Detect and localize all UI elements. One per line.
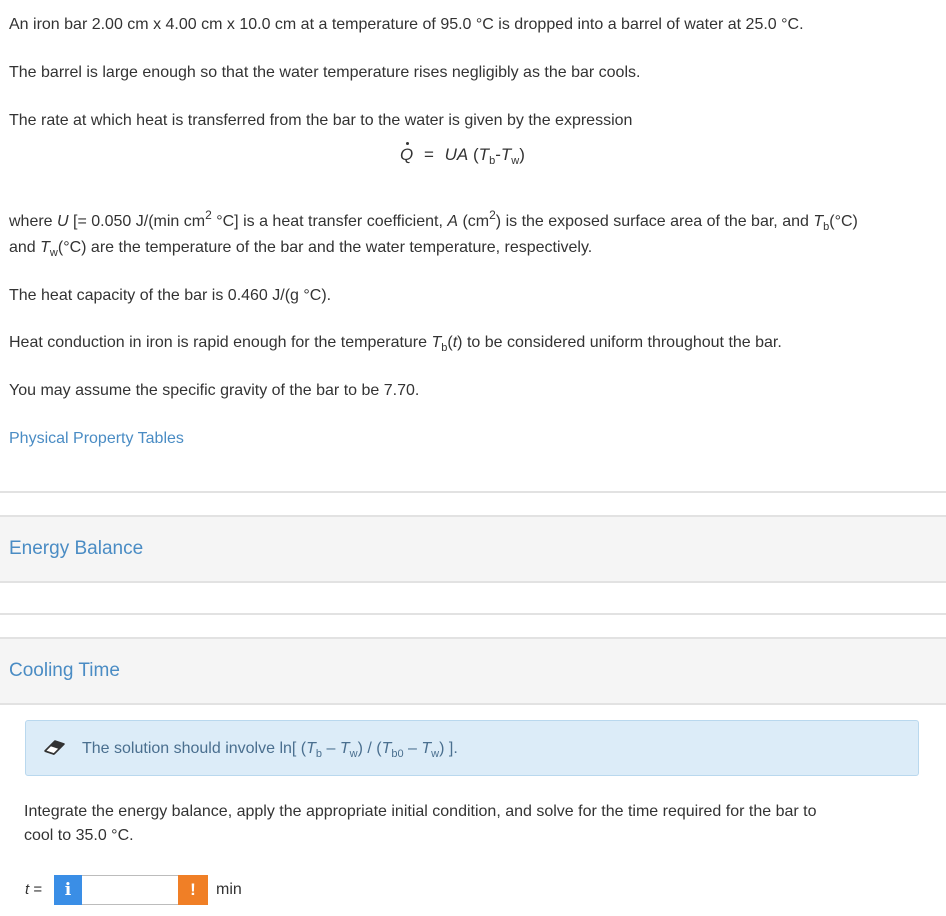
txt: and xyxy=(9,239,41,256)
sub: w xyxy=(349,748,358,760)
problem-line-1: An iron bar 2.00 cm x 4.00 cm x 10.0 cm at a temperature of 95.0 °C is dropped into a barrel of water at 25.0 °C. xyxy=(9,16,804,33)
q-dot: Q xyxy=(400,143,413,167)
sub: w xyxy=(431,748,440,760)
problem-line-5: The heat capacity of the bar is 0.460 J/(g °C). xyxy=(9,287,332,304)
eq-tw-sub: w xyxy=(511,155,520,167)
var-t: T xyxy=(431,334,442,351)
eq-tb: T xyxy=(478,145,490,164)
var-u: U xyxy=(57,213,69,230)
sub: b xyxy=(441,342,448,354)
eq-ua: UA xyxy=(444,145,469,164)
task-line-2: cool to 35.0 °C. xyxy=(24,827,134,844)
eq-sign: = xyxy=(423,145,434,164)
where-line-2 xyxy=(9,236,592,260)
info-button[interactable] xyxy=(54,875,82,905)
sup: 2 xyxy=(489,208,496,222)
var: T xyxy=(381,740,392,757)
txt: ) is the exposed surface area of the bar, and xyxy=(495,213,814,230)
txt: = xyxy=(29,881,43,898)
section-title: Energy Balance xyxy=(9,538,144,559)
eq-open: ( xyxy=(473,145,479,164)
sub: w xyxy=(49,247,58,259)
var-tw: T xyxy=(40,239,50,256)
divider xyxy=(0,491,946,493)
heat-rate-equation xyxy=(400,143,525,167)
var: T xyxy=(421,740,432,757)
problem-line-6 xyxy=(9,331,782,355)
warning-icon: ! xyxy=(190,880,196,899)
answer-input[interactable] xyxy=(82,875,178,905)
txt: The solution should involve ln[ ( xyxy=(82,740,307,757)
info-icon: i xyxy=(64,880,72,900)
txt: – xyxy=(403,740,422,757)
eq-tb-sub: b xyxy=(489,155,496,167)
problem-line-2: The barrel is large enough so that the water temperature rises negligibly as the bar cools. xyxy=(9,64,641,81)
physical-property-tables-link[interactable]: Physical Property Tables xyxy=(9,430,184,447)
sub: b xyxy=(823,221,830,233)
var-t: t xyxy=(25,881,30,898)
var-time: t xyxy=(452,334,458,351)
var-tb: T xyxy=(813,213,824,230)
divider xyxy=(0,613,946,615)
hint-box xyxy=(25,720,919,776)
txt: ) to be considered uniform throughout the bar. xyxy=(457,334,782,351)
txt: (°C) are the temperature of the bar and the water temperature, respectively. xyxy=(57,239,593,256)
txt: – xyxy=(322,740,340,757)
sup: 2 xyxy=(205,208,212,222)
section-cooling-time[interactable] xyxy=(0,637,946,705)
eq-minus: - xyxy=(495,145,501,164)
problem-line-3: The rate at which heat is transferred from the bar to the water is given by the expression xyxy=(9,112,633,129)
txt: (°C) xyxy=(829,213,858,230)
section-title: Cooling Time xyxy=(9,660,120,681)
sub: b xyxy=(315,748,323,760)
task-line-1: Integrate the energy balance, apply the appropriate initial condition, and solve for the time required for the bar to xyxy=(24,803,817,820)
problem-line-7: You may assume the specific gravity of the bar to be 7.70. xyxy=(9,382,420,399)
txt: °C] is a heat transfer coefficient, xyxy=(211,213,448,230)
answer-label xyxy=(25,878,42,902)
txt: ( xyxy=(447,334,453,351)
eq-close: ) xyxy=(519,145,525,164)
txt: ) / ( xyxy=(357,740,382,757)
txt: ) ]. xyxy=(439,740,458,757)
txt: [= 0.050 J/(min cm xyxy=(68,213,206,230)
answer-unit: min xyxy=(216,881,242,898)
sub: b0 xyxy=(391,748,404,760)
eq-tw: T xyxy=(500,145,512,164)
hint-text xyxy=(82,737,458,761)
eraser-icon xyxy=(42,737,68,757)
where-line-1 xyxy=(9,210,858,234)
section-energy-balance[interactable] xyxy=(0,515,946,583)
warning-button[interactable] xyxy=(178,875,208,905)
var: T xyxy=(339,740,350,757)
var: T xyxy=(306,740,316,757)
txt: where xyxy=(9,213,58,230)
txt: Heat conduction in iron is rapid enough for the temperature xyxy=(9,334,432,351)
txt: (cm xyxy=(458,213,490,230)
var-a: A xyxy=(447,213,458,230)
